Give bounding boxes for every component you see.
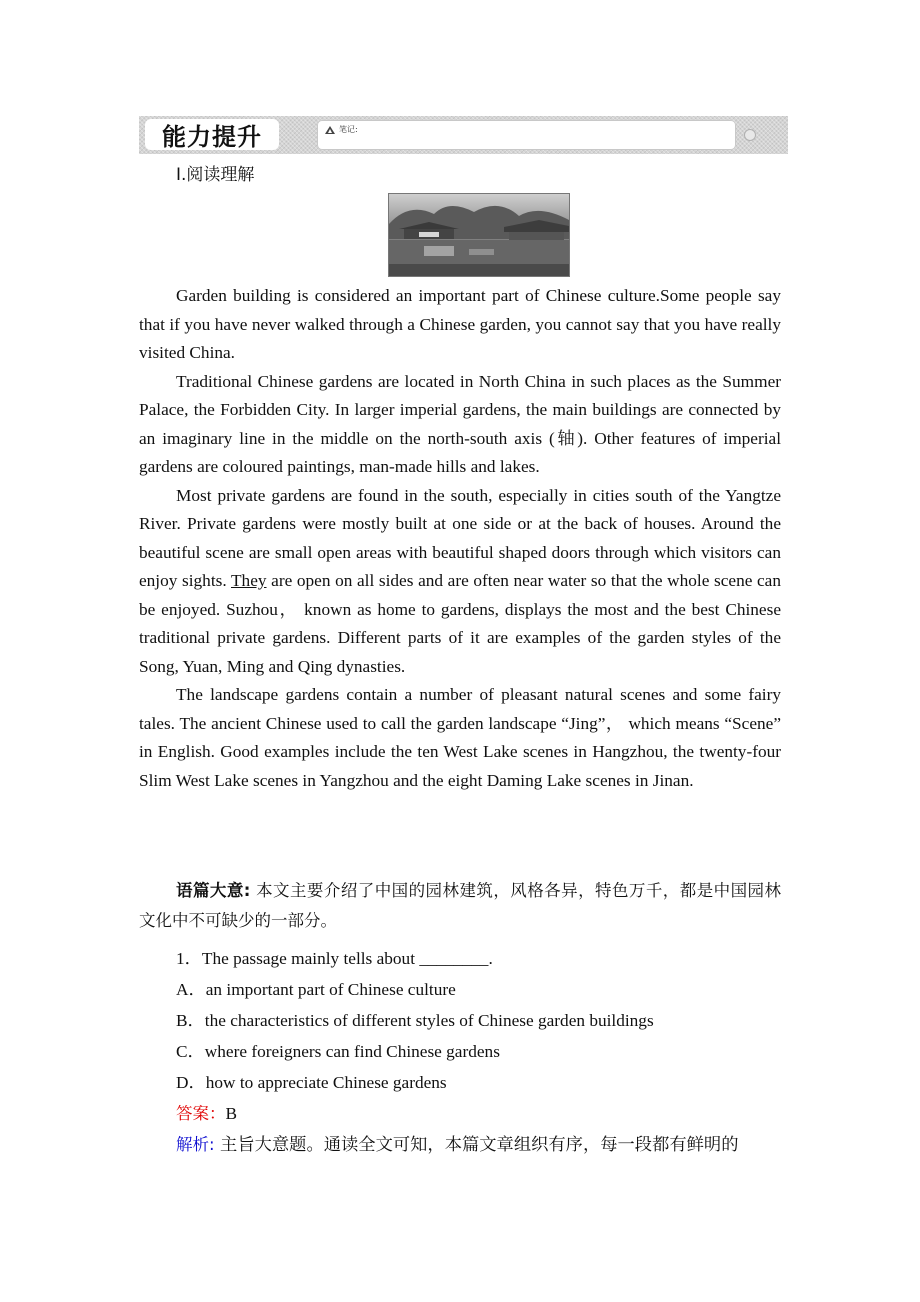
summary-label: 语篇大意: xyxy=(176,881,251,900)
banner-title: 能力提升 xyxy=(145,119,279,150)
notes-field[interactable] xyxy=(317,120,736,150)
passage-paragraph-3 xyxy=(139,482,781,682)
passage-paragraph-4: The landscape gardens contain a number of pleasant natural scenes and some fairy tales. The ancient Chinese used to call the garden landscape “Jing”， which means “Scene” in English. Good examples include the ten West Lake scenes in Hangzhou, the twenty-four Slim West Lake scenes in Yangzhou and the eight Daming Lake scenes in Jinan. xyxy=(139,685,781,790)
option-d[interactable]: D．how to appreciate Chinese gardens xyxy=(176,1073,447,1092)
option-c[interactable]: C．where foreigners can find Chinese gardens xyxy=(176,1042,500,1061)
answer-line xyxy=(176,1103,237,1125)
summary-text: 本文主要介绍了中国的园林建筑，风格各异，特色万千，都是中国园林文化中不可缺少的一部分。 xyxy=(139,881,781,930)
option-b[interactable]: B．the characteristics of different styles of Chinese garden buildings xyxy=(176,1011,654,1030)
analysis-line xyxy=(176,1134,739,1156)
notes-label: 笔记: xyxy=(339,125,358,134)
summary-block xyxy=(139,876,781,936)
passage-paragraph-1: Garden building is considered an important part of Chinese culture.Some people say that if you have never walked through a Chinese garden, you cannot say that you have really visited China. xyxy=(139,286,781,362)
section-heading: Ⅰ.阅读理解 xyxy=(176,165,255,185)
section-banner xyxy=(139,116,788,154)
pin-icon[interactable] xyxy=(744,129,756,141)
cloud-note-icon xyxy=(324,125,336,135)
analysis-label: 解析: xyxy=(176,1135,215,1154)
passage-paragraph-2: Traditional Chinese gardens are located in North China in such places as the Summer Palace, the Forbidden City. In larger imperial gardens, the main buildings are connected by an imaginary line in the middle on the north-south axis (轴). Other features of imperial gardens are coloured paintings, man-made hills and lakes. xyxy=(139,371,781,476)
summary-paragraph xyxy=(139,876,781,936)
answer-label: 答案： xyxy=(176,1104,226,1123)
option-a[interactable]: A．an important part of Chinese culture xyxy=(176,980,456,999)
paragraph-3-text-before: Most private gardens are found in the south, especially in cities south of the Yangtze River. Private gardens were mostly built at one side or at the back of houses. Around the beautiful scene are small open areas with beautiful shaped doors through which visitors can enjoy sights. xyxy=(139,485,781,590)
paragraph-3-text-after: are open on all sides and are often near water so that the whole scene can be enjoyed. Suzhou， known as home to gardens, displays the most and the best Chinese traditional private gardens. Different parts of it are examples of the garden styles of the Song, Yuan, Ming and Qing dynasties. xyxy=(139,571,781,676)
underlined-word: They xyxy=(231,571,267,590)
garden-photo xyxy=(388,193,570,277)
answer-value: B xyxy=(225,1104,238,1123)
analysis-text: 主旨大意题。通读全文可知，本篇文章组织有序，每一段都有鲜明的 xyxy=(214,1135,739,1155)
reading-passage xyxy=(139,282,781,795)
garden-photo-graphic xyxy=(389,194,569,276)
question-stem: 1．The passage mainly tells about ________. xyxy=(176,949,493,968)
